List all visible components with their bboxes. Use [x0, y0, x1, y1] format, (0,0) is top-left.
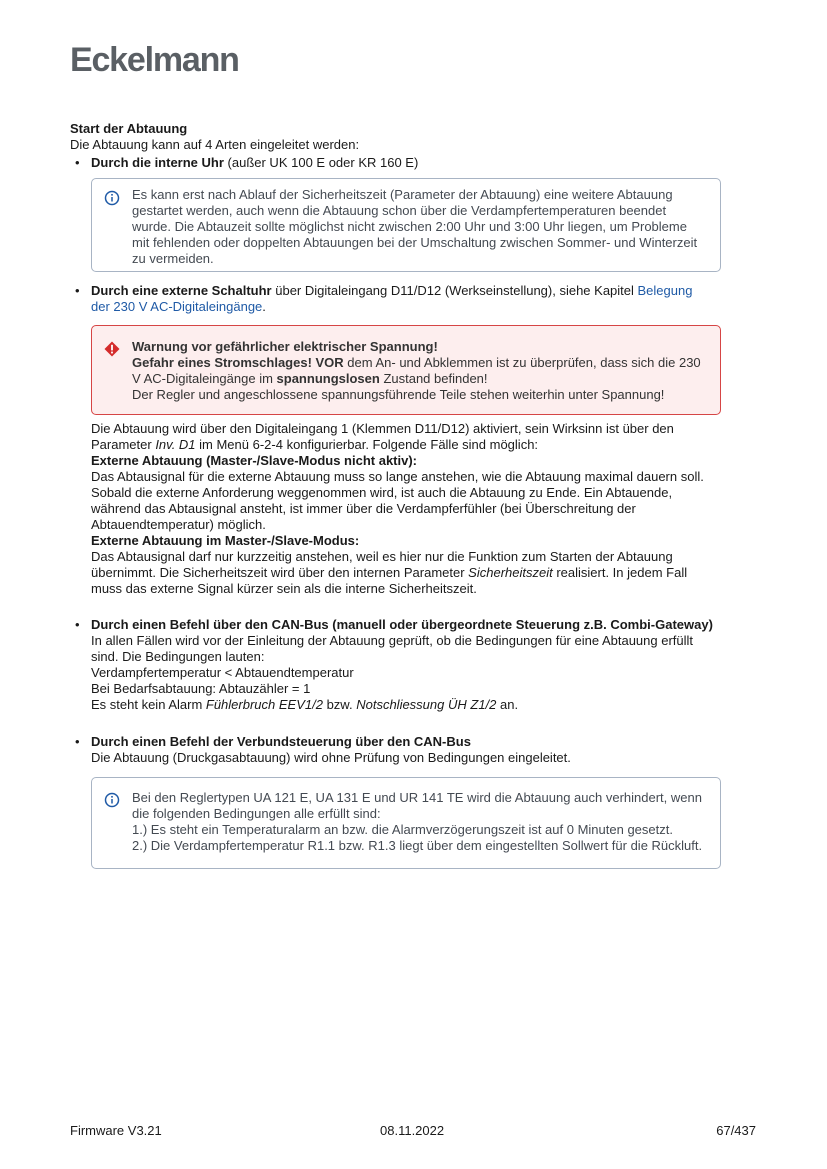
- footer-date: 08.11.2022: [380, 1123, 445, 1138]
- paragraph-line: Das Abtausignal für die externe Abtauung muss so lange anstehen, wie die Abtauung maximal dauern soll.: [91, 469, 704, 484]
- section-intro: Die Abtauung kann auf 4 Arten eingeleitet werden:: [70, 137, 360, 152]
- list-item-external-timer: • Durch eine externe Schaltuhr über Digitaleingang D11/D12 (Werkseinstellung), siehe Kapitel Belegung der 230 V AC-Digitaleingänge.: [75, 283, 693, 314]
- document-body: [70, 121, 760, 869]
- warning-diamond-icon: [104, 341, 120, 357]
- bullet-heading: Durch eine externe Schaltuhr: [91, 283, 272, 298]
- chapter-link[interactable]: Belegung: [637, 283, 693, 298]
- warning-line: V AC-Digitaleingänge im spannungslosen Zustand befinden!: [132, 371, 488, 386]
- info-note-box: [91, 777, 721, 869]
- note-line: 1.) Es steht ein Temperaturalarm an bzw. die Alarmverzögerungszeit ist auf 0 Minuten gesetzt.: [132, 822, 673, 837]
- paragraph-line: Es steht kein Alarm Fühlerbruch EEV1/2 bzw. Notschliessung ÜH Z1/2 an.: [91, 697, 519, 712]
- info-circle-icon: [104, 792, 120, 808]
- warning-line: Der Regler und angeschlossene spannungsführende Teile stehen weiterhin unter Spannung!: [132, 387, 665, 402]
- list-item-compound-controller: • Durch einen Befehl der Verbundsteuerung über den CAN-Bus Die Abtauung (Druckgasabtauung) wird ohne Prüfung von Bedingungen eingeleitet.: [70, 734, 760, 766]
- paragraph-line: Die Abtauung (Druckgasabtauung) wird ohne Prüfung von Bedingungen eingeleitet.: [91, 750, 571, 765]
- footer-firmware: Firmware V3.21: [70, 1123, 162, 1138]
- subheading: Externe Abtauung im Master-/Slave-Modus:: [91, 533, 360, 548]
- paragraph-line: In allen Fällen wird vor der Einleitung der Abtauung geprüft, ob die Bedingungen für eine Abtauung erfüllt: [91, 633, 694, 648]
- paragraph-line: Sobald die externe Anforderung weggenommen wird, ist auch die Abtauung zu Ende. Ein Abtauende,: [91, 485, 673, 500]
- paragraph-line: Die Abtauung wird über den Digitaleingang 1 (Klemmen D11/D12) aktiviert, sein Wirksinn ist über den: [91, 421, 674, 436]
- paragraph-line: Das Abtausignal darf nur kurzzeitig anstehen, weil es hier nur die Funktion zum Starten der Abtauung: [91, 549, 673, 564]
- note-line: zu vermeiden.: [132, 251, 214, 266]
- info-note-box: [91, 178, 721, 272]
- note-line: Es kann erst nach Ablauf der Sicherheitszeit (Parameter der Abtauung) eine weitere Abtauung: [132, 187, 673, 202]
- list-item-internal-clock: • Durch die interne Uhr (außer UK 100 E oder KR 160 E): [75, 155, 419, 170]
- paragraph-line: Abtauendtemperatur) möglich.: [91, 517, 266, 532]
- subheading: Externe Abtauung (Master-/Slave-Modus nicht aktiv):: [91, 453, 418, 468]
- warning-title: Warnung vor gefährlicher elektrischer Spannung!: [132, 339, 438, 354]
- paragraph-line: Parameter Inv. D1 im Menü 6-2-4 konfigurierbar. Folgende Fälle sind möglich:: [91, 437, 539, 452]
- paragraph-line: Verdampfertemperatur < Abtauendtemperatur: [91, 665, 354, 680]
- note-line: 2.) Die Verdampfertemperatur R1.1 bzw. R1.3 liegt über dem eingestellten Sollwert für die Rückluft.: [132, 838, 703, 853]
- footer-page-number: 67/437: [716, 1123, 756, 1138]
- section-title: Start der Abtauung: [70, 121, 188, 136]
- info-circle-icon: [104, 190, 120, 206]
- paragraph-line: während das Abtausignal ansteht, ist immer über die Verdampferfühler (bei Überschreitung der: [91, 501, 636, 516]
- paragraph-line: Bei Bedarfsabtauung: Abtauzähler = 1: [91, 681, 311, 696]
- warning-box: [91, 325, 721, 415]
- bullet-heading: Durch einen Befehl über den CAN-Bus (manuell oder übergeordnete Steuerung z.B. Combi-Gateway): [91, 617, 713, 632]
- note-line: mit fehlenden oder doppelten Abtauungen bei der Umschaltung zwischen Sommer- und Winterzeit: [132, 235, 698, 250]
- bullet-body: [70, 421, 760, 597]
- note-line: die folgenden Bedingungen alle erfüllt sind:: [132, 806, 381, 821]
- note-line: Bei den Reglertypen UA 121 E, UA 131 E und UR 141 TE wird die Abtauung auch verhindert, wenn: [132, 790, 702, 805]
- paragraph-line: muss das externe Signal kürzer sein als die interne Sicherheitszeit.: [91, 581, 477, 596]
- list-item-can-bus-command: • Durch einen Befehl über den CAN-Bus (manuell oder übergeordnete Steuerung z.B. Combi-Gateway) In allen Fällen wird vor der Einleitung der Abtauung geprüft, ob die Bedingungen für eine Abtauung erfüllt sind. Die Bedingungen lauten: Verdampfertemperatur < Abtauendtemperatur Bei Bedarfsabtauung: Abtauzähler = 1 Es steht kein Alarm Fühlerbruch EEV1/2 bzw. Notschliessung ÜH Z1/2 an.: [70, 617, 760, 713]
- bullet-heading: Durch einen Befehl der Verbundsteuerung über den CAN-Bus: [91, 734, 471, 749]
- note-line: wurde. Die Abtauzeit sollte möglichst nicht zwischen 2:00 Uhr und 3:00 Uhr liegen, um Probleme: [132, 219, 687, 234]
- note-line: gestartet werden, auch wenn die Abtauung schon über die Verdampfertemperaturen beendet: [132, 203, 667, 218]
- chapter-link[interactable]: der 230 V AC-Digitaleingänge: [91, 299, 263, 314]
- paragraph-line: übernimmt. Die Sicherheitszeit wird über den internen Parameter Sicherheitszeit realisiert. In jedem Fall: [91, 565, 688, 580]
- eckelmann-logo: Eckelmann: [70, 41, 239, 79]
- warning-line: Gefahr eines Stromschlages! VOR dem An- und Abklemmen ist zu überprüfen, dass sich die 230: [132, 355, 701, 370]
- paragraph-line: sind. Die Bedingungen lauten:: [91, 649, 265, 664]
- bullet-heading: Durch die interne Uhr: [91, 155, 224, 170]
